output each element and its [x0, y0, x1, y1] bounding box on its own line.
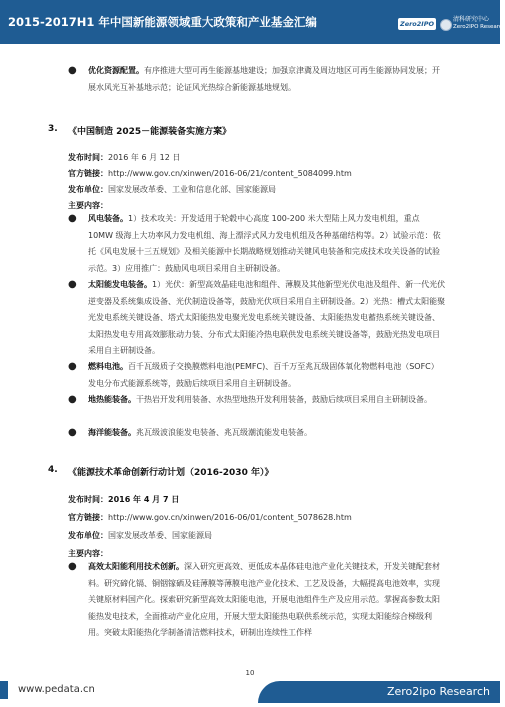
logo-cn-text: 清科研究中心	[453, 16, 490, 23]
official-link: 官方链接：http://www.gov.cn/xinwen/2016-06/21/content_5084099.htm	[68, 169, 352, 178]
footer-brand: Zero2ipo Research	[386, 685, 490, 698]
logo-en-text: Zero2IPO Research	[453, 24, 505, 30]
bullet-icon: ●	[68, 394, 77, 405]
footer-url[interactable]: www.pedata.cn	[18, 684, 95, 695]
section-title: 《能源技术革命创新行动计划（2016-2030 年）》	[68, 468, 274, 478]
bullet-lead: 太阳能发电装备。	[88, 280, 152, 289]
publish-date: 发布时间：2016 年 6 月 12 日	[68, 153, 181, 162]
bullet-icon: ●	[68, 279, 77, 290]
bullet-lead: 优化资源配置。	[88, 66, 144, 75]
page-number: 10	[245, 669, 255, 677]
content-heading: 主要内容：	[68, 549, 108, 558]
section-number: 3.	[48, 124, 58, 134]
footer-accent	[0, 681, 8, 699]
bullet-icon: ●	[68, 361, 77, 372]
bullet-icon: ●	[68, 561, 77, 572]
official-link: 官方链接：http://www.gov.cn/xinwen/2016-06/01/content_5078628.htm	[68, 513, 352, 522]
section-number: 4.	[48, 465, 58, 475]
globe-icon	[440, 19, 452, 31]
official-link-url[interactable]: http://www.gov.cn/xinwen/2016-06/01/content_5078628.htm	[108, 513, 352, 522]
publisher: 发布单位：国家发展改革委、工业和信息化部、国家能源局	[68, 185, 276, 194]
bullet-lead: 风电装备。	[88, 214, 128, 223]
bullet-text: 兆瓦级波浪能发电装备、兆瓦级潮流能发电装备。	[136, 428, 312, 437]
bullet-text: 1）光伏：新型高效晶硅电池和组件、薄膜及其他新型光伏电池及组件、新一代光伏逆变器及系统集成设备、光伏制造设备等，鼓励光伏项目采用自主研制设备。2）光热：槽式太阳能聚光发电系统关键设备、塔式太阳能热发电聚光发电系统关键设备、太阳能热发电蓄热系统关键设备、太阳热发电专用高效膨胀动力装、分布式太阳能冷热电联供发电系统关键设备等，鼓励光热发电项目采用自主研制设备。	[88, 280, 446, 355]
page-header	[0, 0, 505, 44]
bullet-text: 有序推进大型可再生能源基地建设；加强京津冀及周边地区可再生能源协同发展；开展水风光互补基地示范；论证风光热综合新能源基地规划。	[88, 66, 440, 92]
bullet-text: 干热岩开发利用装备、水热型地热开发利用装备，鼓励后续项目采用自主研制设备。	[136, 395, 432, 404]
logo-mark: Zero2IPO	[399, 20, 435, 28]
bullet-icon: ●	[68, 213, 77, 224]
publisher: 发布单位：国家发展改革委、国家能源局	[68, 531, 212, 540]
bullet-icon: ●	[68, 427, 77, 438]
bullet-text: 百千瓦级质子交换膜燃料电池(PEMFC)、百千万至兆瓦级固体氧化物燃料电池（SOFC）发电分布式能源系统等，鼓励后续项目采用自主研制设备。	[88, 362, 439, 388]
bullet-icon: ●	[68, 65, 77, 76]
bullet-lead: 燃料电池。	[88, 362, 128, 371]
zero2ipo-logo	[398, 18, 436, 30]
bullet-lead: 地热能装备。	[88, 395, 136, 404]
content-heading: 主要内容：	[68, 201, 108, 210]
section-title: 《中国制造 2025－能源装备实施方案》	[68, 127, 232, 137]
publish-date: 发布时间：2016 年 4 月 7 日	[68, 495, 180, 504]
bullet-lead: 高效太阳能利用技术创新。	[88, 562, 184, 571]
bullet-lead: 海洋能装备。	[88, 428, 136, 437]
bullet-text: 1）技术攻关：开发适用于轮毂中心高度 100-200 米大型陆上风力发电机组，重点 10MW 级海上大功率风力发电机组、海上漂浮式风力发电机组及各种基础结构等。2）试验示范：依托《风电发展十三五规划》及相关能源中长期战略规划推动关键风电装备和完成技术攻关设备的试验示范。3）应用推广：鼓励风电项目采用自主研制设备。	[88, 214, 441, 273]
document-title: 2015-2017H1 年中国新能源领域重大政策和产业基金汇编	[8, 15, 317, 29]
official-link-url[interactable]: http://www.gov.cn/xinwen/2016-06/21/content_5084099.htm	[108, 169, 352, 178]
bullet-text: 深入研究更高效、更低成本晶体硅电池产业化关键技术，开发关键配套材料。研究碲化镉、铜铟镓硒及硅薄膜等薄膜电池产业化技术、工艺及设备，大幅提高电池效率，实现关键原材料国产化。探索研究新型高效太阳能电池，开展电池组件生产及应用示范。掌握高参数太阳能热发电技术，全面推动产业化应用，开展大型太阳能热电联供系统示范，实现太阳能综合梯级利用。突破太阳能热化学制备清洁燃料技术，研制出连续性工作样	[88, 562, 440, 637]
